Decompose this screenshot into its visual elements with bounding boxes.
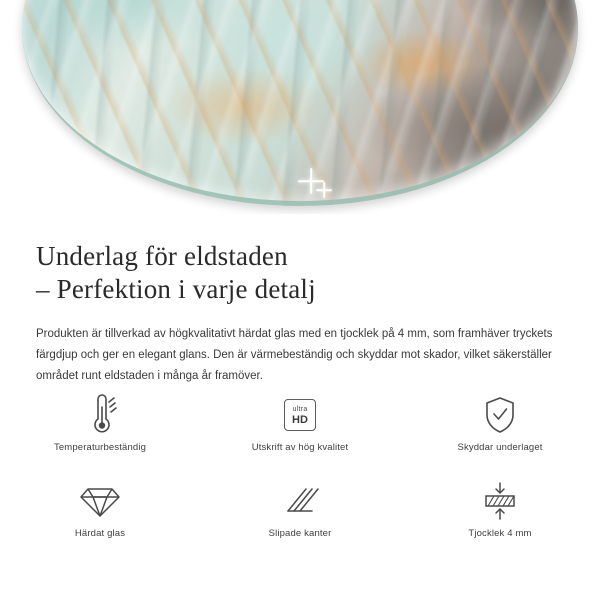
content-block (0, 214, 600, 387)
page-title (36, 240, 556, 306)
headline-line-1: Underlag för eldstaden (36, 241, 288, 271)
thickness-icon (478, 478, 522, 524)
ultra-hd-badge-bottom: HD (292, 414, 308, 426)
feature-item-surface-protection (400, 392, 600, 470)
feature-item-polished-edges (200, 478, 400, 556)
diamond-icon (78, 478, 122, 524)
feature-label: Skyddar underlaget (457, 442, 543, 453)
ultra-hd-badge-top: ultra (292, 406, 308, 413)
feature-label: Tjocklek 4 mm (468, 528, 532, 539)
feature-item-print-quality (200, 392, 400, 470)
feature-grid (0, 392, 600, 556)
thermometer-icon (80, 392, 120, 438)
headline-line-2: – Perfektion i varje detalj (36, 274, 316, 304)
feature-item-thickness (400, 478, 600, 556)
shield-check-icon (480, 392, 520, 438)
ultra-hd-icon (284, 392, 316, 438)
feature-item-temperature (0, 392, 200, 470)
polished-edges-icon (278, 478, 322, 524)
feature-item-tempered-glass (0, 478, 200, 556)
feature-label: Härdat glas (74, 528, 126, 539)
description-paragraph: Produkten är tillverkad av högkvalitativt härdat glas med en tjocklek på 4 mm, som framhäver tryckets färgdjup och ger en elegant glans. Den är värmebeständig och skyddar mot skador, vilket säkerställer området runt eldstaden i många år framöver. (36, 328, 553, 382)
hero-image (0, 0, 600, 214)
feature-label: Slipade kanter (268, 528, 332, 539)
glass-plate-image (22, 0, 578, 206)
feature-label: Temperaturbeständig (53, 442, 147, 453)
feature-label: Utskrift av hög kvalitet (251, 442, 349, 453)
